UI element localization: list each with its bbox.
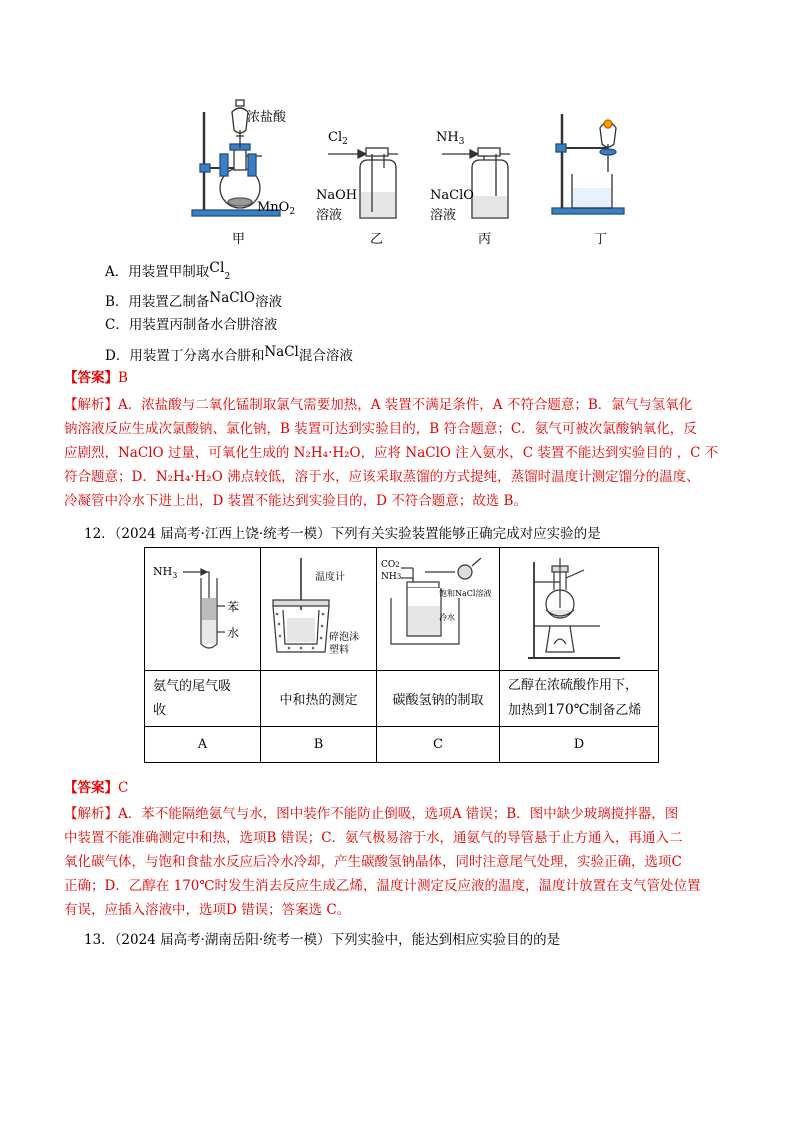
apparatus-label-ding: 丁	[594, 232, 608, 247]
option-a-text: A．用装置甲制取	[105, 264, 210, 280]
q12-letter-d: D	[500, 727, 659, 763]
desc-a-line1: 氨气的尾气吸	[153, 678, 232, 694]
q12-figure-row	[145, 548, 659, 671]
fig-c-nh3-sub: 3	[396, 573, 402, 581]
label-hcl: 浓盐酸	[247, 110, 287, 125]
desc-d-temp: 170℃	[547, 702, 590, 718]
q13-stem: 13．（2024 届高考·湖南岳阳·统考一模）下列实验中，能达到相应实验目的的是	[84, 932, 561, 948]
fig-c-co2-text: CO	[381, 560, 396, 570]
label-cl2-sub: 2	[342, 137, 348, 147]
label-cl2-text: Cl	[328, 130, 343, 145]
fig-c-nh3-text: NH	[381, 572, 397, 582]
q12-analysis-line: 正确；D．乙醇在 170℃时发生消去反应生成乙烯，温度计测定反应液的温度，温度计放置在支气管处位置	[64, 878, 701, 894]
q11-analysis-line: 应剧烈，NaClO 过量，可氧化生成的 N₂H₄·H₂O，应将 NaClO 注入氨水，C 装置不能达到实验目的 ，C 不	[64, 445, 719, 461]
fig-a-nh3	[153, 565, 177, 580]
label-nh3-sub: 3	[458, 137, 465, 147]
fig-b-foam2: 塑料	[329, 645, 349, 656]
q12-fig-c	[377, 548, 500, 671]
q12-letter-c: C	[377, 727, 500, 763]
fig-b-thermo: 温度计	[315, 572, 345, 583]
q12-stem: 12．（2024 届高考·江西上饶·统考一模）下列有关实验装置能够正确完成对应实验的是	[84, 526, 601, 542]
apparatus-ding	[552, 114, 624, 214]
label-naclo-sol: 溶液	[430, 208, 457, 223]
label-nh3-text: NH	[436, 130, 459, 145]
apparatus-label-yi: 乙	[370, 232, 384, 247]
label-cl2	[328, 130, 348, 147]
apparatus-label-jia: 甲	[232, 232, 246, 247]
fig-c-cold: 冷水	[439, 613, 455, 622]
desc-d-line1: 乙醇在浓硫酸作用下，	[508, 678, 639, 693]
option-c: C．用装置丙制备水合肼溶液	[105, 317, 278, 333]
q12-analysis-line: 中装置不能准确测定中和热，选项B 错误；C．氨气极易溶于水，通氨气的导管悬于止方通入，再通入二	[64, 830, 683, 846]
option-b	[105, 288, 282, 312]
q12-fig-b	[261, 548, 377, 671]
fig-a-nh3-text: NH	[153, 565, 173, 578]
label-mno2	[257, 200, 295, 217]
desc-d-suffix: 制备乙烯	[589, 703, 642, 718]
option-a-sub: 2	[224, 272, 231, 282]
option-d-formula: NaCl	[264, 344, 299, 360]
q11-analysis-line: 【解析】A．浓盐酸与二氧化锰制取氯气需要加热，A 装置不满足条件，A 不符合题意；B．氯气与氢氧化	[64, 397, 693, 413]
q12-fig-a	[145, 548, 261, 671]
apparatus-label-bing: 丙	[478, 232, 492, 247]
label-naclo: NaClO	[430, 188, 474, 203]
q11-answer	[64, 368, 128, 388]
q12-desc-d	[500, 671, 659, 727]
fig-a-water: 水	[227, 626, 240, 640]
option-a	[105, 258, 230, 287]
q12-letter-row	[145, 727, 659, 763]
calorimeter-icon	[261, 548, 376, 666]
desc-d-line2	[508, 698, 650, 723]
q12-analysis-line: 【解析】A．苯不能隔绝氨气与水，图中装作不能防止倒吸，选项A 错误；B．图中缺少玻璃搅拌器，图	[64, 806, 679, 822]
q11-analysis-line: 钠溶液反应生成次氯酸钠、氯化钠，B 装置可达到实验目的，B 符合题意；C．氨气可被次氯酸钠氧化，反	[64, 421, 697, 437]
ethylene-apparatus-icon	[500, 548, 658, 666]
option-b-formula: NaClO	[209, 290, 255, 306]
q12-letter-a: A	[145, 727, 261, 763]
q12-fig-d	[500, 548, 659, 671]
option-d-suffix: 混合溶液	[298, 348, 353, 364]
q11-analysis	[64, 393, 754, 513]
q11-analysis-line: 冷凝管中冷水下进上出，D 装置不能达到实验目的，D 不符合题意；故选 B。	[64, 493, 527, 509]
q12-desc-row	[145, 671, 659, 727]
q12-letter-b: B	[261, 727, 377, 763]
fig-c-nh3	[381, 572, 401, 582]
q12-desc-b: 中和热的测定	[261, 671, 377, 727]
q11-answer-value: B	[118, 370, 128, 386]
q12-answer-value: C	[118, 780, 129, 796]
label-naoh-sol: 溶液	[316, 208, 343, 223]
q11-analysis-line: 符合题意；D．N₂H₄·H₂O 沸点较低，溶于水，应该采取蒸馏的方式提纯，蒸馏时温度计测定馏分的温度、	[64, 469, 700, 485]
fig-c-brine: 饱和NaCl溶液	[439, 589, 492, 598]
label-mno2-text: MnO	[257, 200, 290, 215]
label-nh3	[436, 130, 464, 147]
desc-d-prefix: 加热到	[508, 703, 548, 718]
q12-desc-c: 碳酸氢钠的制取	[377, 671, 500, 727]
fig-c-co2-sub: 2	[395, 561, 400, 569]
label-naoh: NaOH	[316, 188, 358, 203]
fig-a-nh3-sub: 3	[172, 571, 178, 580]
q12-desc-a	[145, 671, 261, 727]
q12-answer-label: 【答案】	[64, 780, 118, 796]
q12-analysis-line: 氧化碳气体，与饱和食盐水反应后冷水冷却，产生碳酸氢钠晶体，同时注意尾气处理，实验正确，选项C	[64, 854, 682, 870]
q12-answer	[64, 778, 128, 798]
option-d	[105, 342, 353, 366]
option-b-text: B．用装置乙制备	[105, 294, 210, 310]
q12-analysis	[64, 802, 754, 922]
fig-a-benzene: 苯	[227, 600, 240, 614]
option-d-text: D．用装置丁分离水合肼和	[105, 348, 265, 364]
option-a-formula: Cl	[209, 260, 225, 276]
q12-table	[144, 547, 659, 763]
fig-c-co2	[381, 560, 400, 570]
q11-answer-label: 【答案】	[64, 370, 118, 386]
desc-a-line2: 收	[153, 702, 167, 718]
q12-analysis-line: 有误，应插入溶液中，选项D 错误；答案选 C。	[64, 902, 351, 918]
label-mno2-sub: 2	[289, 207, 296, 217]
fig-b-foam1: 碎泡沫	[329, 632, 359, 643]
option-b-suffix: 溶液	[255, 294, 282, 310]
